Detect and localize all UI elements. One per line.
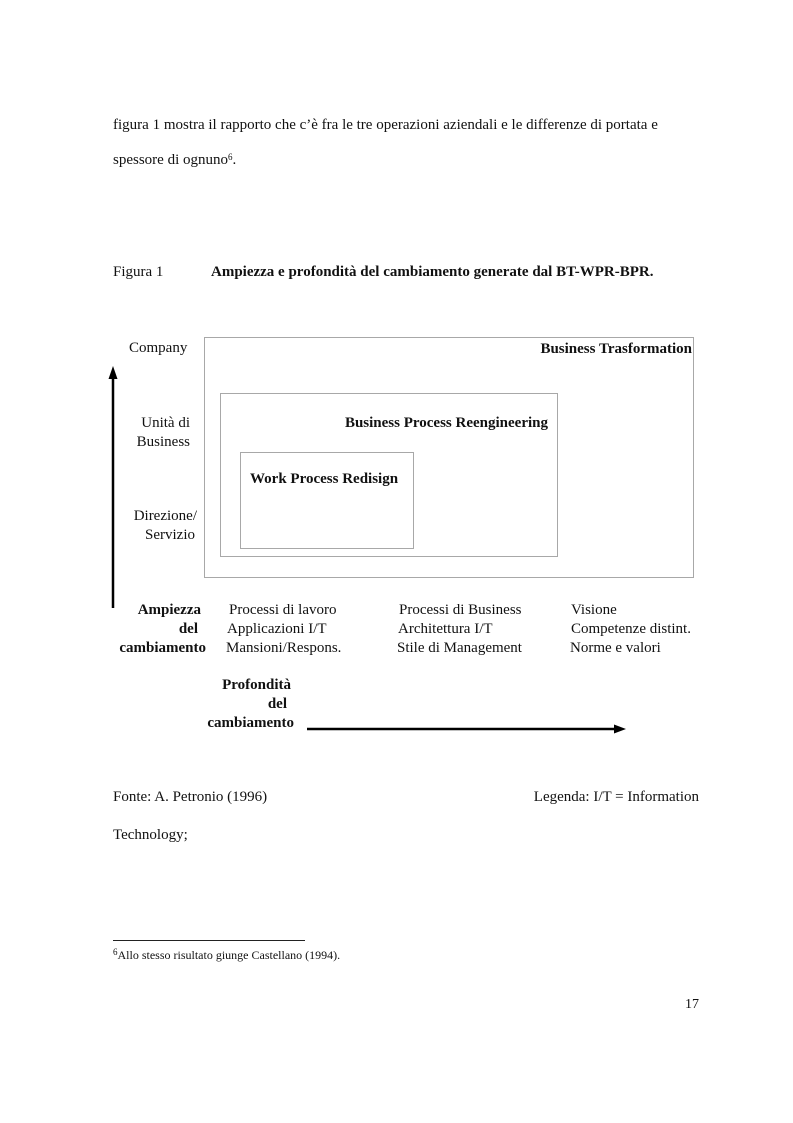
col2-row1: Processi di Business bbox=[399, 602, 522, 618]
depth-label-2: del bbox=[267, 696, 287, 712]
figure-title: Ampiezza e profondità del cambiamento generate dal BT-WPR-BPR. bbox=[211, 264, 654, 280]
box-bpr-label: Business Process Reengineering bbox=[344, 415, 548, 431]
breadth-label-3: cambiamento bbox=[119, 640, 206, 656]
footnote-number: 6 bbox=[113, 947, 118, 957]
col2-row2: Architettura I/T bbox=[398, 621, 493, 637]
col3-row1: Visione bbox=[571, 602, 617, 618]
body-line-2-end: . bbox=[232, 152, 237, 168]
level-dir-line2: Servizio bbox=[145, 527, 195, 543]
footnote-text: Allo stesso risultato giunge Castellano (1994). bbox=[117, 948, 341, 962]
breadth-arrow-head bbox=[109, 366, 118, 379]
col1-row3: Mansioni/Respons. bbox=[226, 640, 342, 656]
col1-row1: Processi di lavoro bbox=[229, 602, 337, 618]
level-company: Company bbox=[129, 340, 188, 356]
level-unit-line2: Business bbox=[136, 434, 190, 450]
footnote bbox=[113, 946, 340, 965]
source-legenda: Legenda: I/T = Information bbox=[533, 789, 699, 805]
level-dir-line1: Direzione/ bbox=[133, 508, 197, 524]
col1-row2: Applicazioni I/T bbox=[227, 621, 327, 637]
depth-label-1: Profondità bbox=[222, 677, 291, 693]
source-fonte: Fonte: A. Petronio (1996) bbox=[113, 789, 268, 805]
depth-arrow bbox=[305, 720, 630, 738]
col2-row3: Stile di Management bbox=[397, 640, 522, 656]
body-line-2-text: spessore di ognuno bbox=[113, 152, 228, 168]
col3-row2: Competenze distint. bbox=[571, 621, 691, 637]
depth-label-3: cambiamento bbox=[207, 715, 294, 731]
breadth-arrow bbox=[104, 364, 124, 610]
level-unit-line1: Unità di bbox=[141, 415, 190, 431]
breadth-label-1: Ampiezza bbox=[137, 602, 201, 618]
figure-label: Figura 1 bbox=[113, 264, 164, 280]
footnote-rule bbox=[113, 940, 305, 941]
box-wpr bbox=[240, 452, 414, 549]
source-legenda-cont: Technology; bbox=[113, 827, 188, 843]
box-bt-label: Business Trasformation bbox=[540, 341, 692, 357]
body-line-1: figura 1 mostra il rapporto che c’è fra le tre operazioni aziendali e le differenze di portata e bbox=[113, 117, 658, 133]
body-line-2 bbox=[113, 151, 236, 170]
col3-row3: Norme e valori bbox=[570, 640, 661, 656]
footnote-ref: 6 bbox=[228, 152, 233, 162]
box-wpr-label: Work Process Redisign bbox=[250, 471, 399, 487]
page-number: 17 bbox=[685, 997, 699, 1012]
breadth-label-2: del bbox=[178, 621, 198, 637]
depth-arrow-head bbox=[614, 725, 626, 734]
